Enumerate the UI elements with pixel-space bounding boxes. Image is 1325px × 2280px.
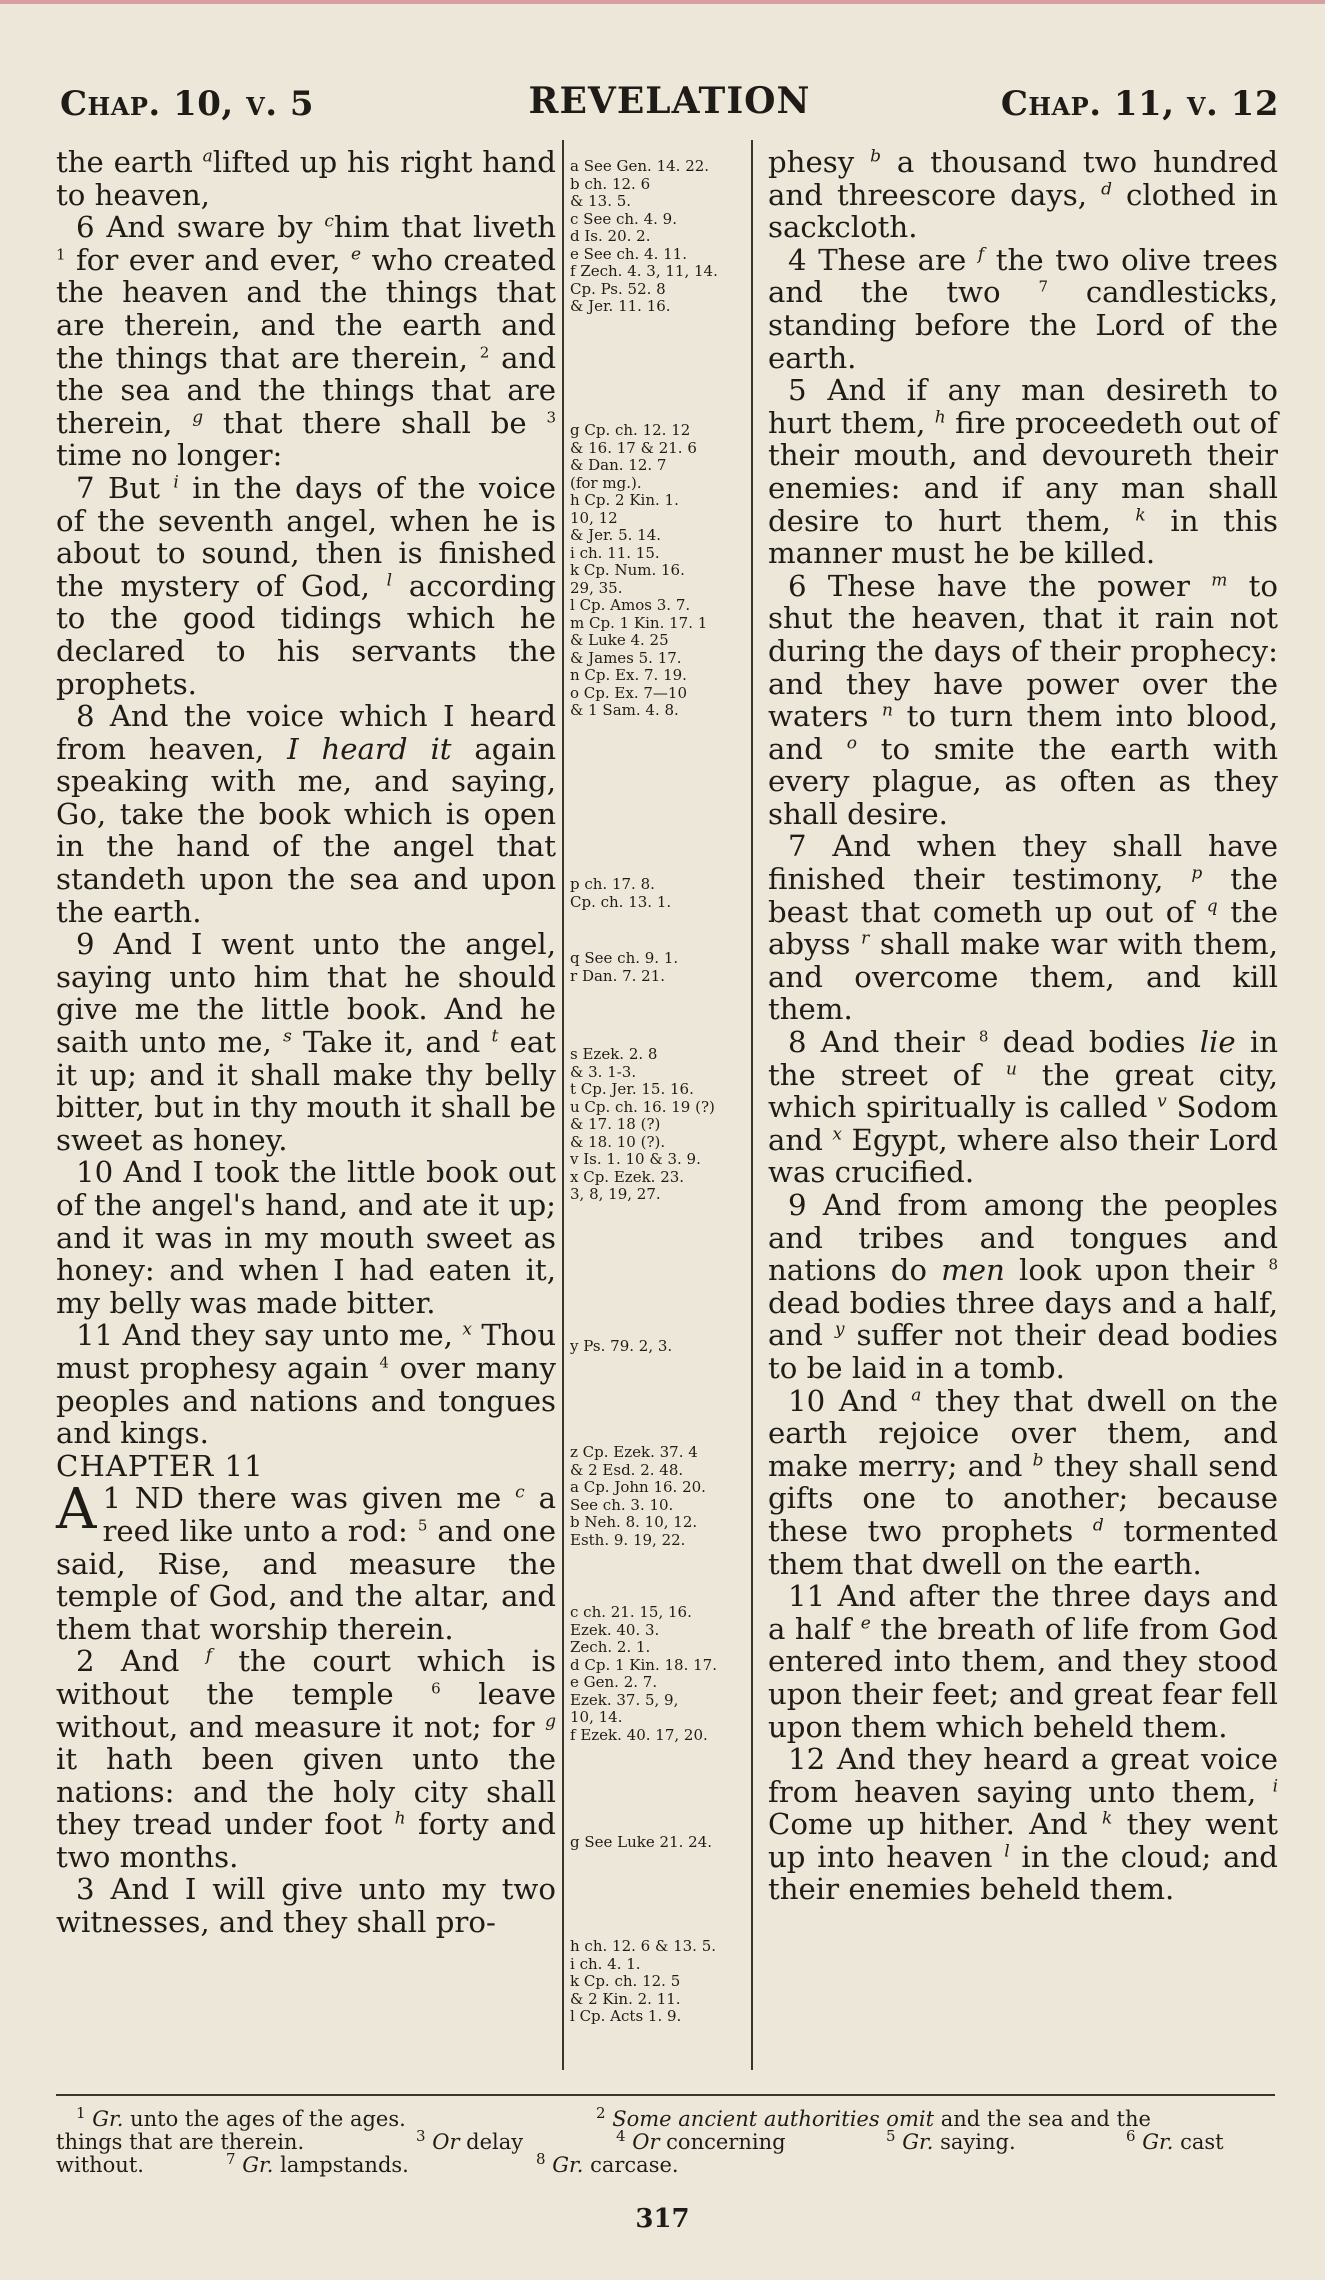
verse-11-5: 5 And if any man desireth to hurt them, $^h$ fire proceedeth out of their mouth, and devoureth their enemies: and if any man shall desire to hurt them, $^k$ in this manner must he be killed.: [768, 373, 1278, 571]
footnote-line-2: things that are therein. $^3$ Or delay $^4$ Or concerning $^5$ Gr. saying. $^6$ Gr. cast: [56, 2127, 1224, 2154]
running-header: [60, 80, 1279, 130]
chapter-heading: CHAPTER 11: [56, 1448, 264, 1483]
verse-11-1: 1 A ND there was given me $^c$ a reed like unto a rod: $^5$ and one said, Rise, and measure the temple of God, and the altar, and them that worship therein.: [56, 1477, 556, 1646]
ref-group-10: h ch. 12. 6 & 13. 5. i ch. 4. 1. k Cp. ch. 12. 5 & 2 Kin. 2. 11. l Cp. Acts 1. 9.: [570, 1937, 717, 2025]
ref-group-2: g Cp. ch. 12. 12 & 16. 17 & 21. 6 & Dan. 12. 7 (for mg.). h Cp. 2 Kin. 1. 10, 12 & Jer. 5. 14. i ch. 11. 15. k Cp. Num. 16. 29, 35. l Cp. Amos 3. 7. m Cp. 1 Kin. 17. 1 & Luke 4. 25 & James 5. 17. n Cp. Ex. 7. 19. o Cp. Ex. 7—10 & 1 Sam. 4. 8.: [570, 421, 708, 719]
header-chapter-start: Chap. 10, v. 5: [60, 84, 315, 124]
verse-10-9: 9 And I went unto the angel, saying unto him that he should give me the little book. And he saith unto me, $^s$ Take it, and $^t$ eat it up; and it shall make thy belly bitter, but in thy mouth it shall be sweet as honey.: [56, 927, 556, 1157]
verse-10-11: 11 And they say unto me, $^x$ Thou must prophesy again $^4$ over many peoples and nations and tongues and kings.: [56, 1318, 557, 1451]
verse-11-9: 9 And from among the peoples and tribes and tongues and nations do men look upon their $^8$ dead bodies three days and a half, and $^y$ suffer not their dead bodies to be laid in a tomb.: [768, 1188, 1278, 1385]
verse-11-6: 6 These have the power $^m$ to shut the heaven, that it rain not during the days of their prophecy: and they have power over the waters $^n$ to turn them into blood, and $^o$ to smite the earth with every plague, as often as they shall desire.: [768, 568, 1278, 831]
verse-11-12: 12 And they heard a great voice from heaven saying unto them, $^i$ Come up hither. And $^k$ they went up into heaven $^l$ in the cloud; and their enemies beheld them.: [768, 1742, 1278, 1907]
footnotes: [56, 2104, 1276, 2177]
ref-group-7: z Cp. Ezek. 37. 4 & 2 Esd. 2. 48. a Cp. John 16. 20. See ch. 3. 10. b Neh. 8. 10, 12. Esth. 9. 19, 22.: [570, 1443, 706, 1549]
ref-group-5: s Ezek. 2. 8 & 3. 1-3. t Cp. Jer. 15. 16. u Cp. ch. 16. 19 (?) & 17. 18 (?) & 18. 10 (?). v Is. 1. 10 & 3. 9. x Cp. Ezek. 23. 3, 8, 19, 27.: [570, 1045, 715, 1203]
ref-group-3: p ch. 17. 8. Cp. ch. 13. 1.: [570, 875, 672, 911]
text-column-right: [768, 146, 1278, 1906]
verse-10-8: 8 And the voice which I heard from heaven, I heard it again speaking with me, and saying, Go, take the book which is open in the hand of the angel that standeth upon the sea and upon the earth.: [56, 699, 557, 929]
verse-10-10: 10 And I took the little book out of the angel's hand, and ate it up; and it was in my mouth sweet as honey: and when I had eaten it, my belly was made bitter.: [56, 1155, 556, 1320]
verse-10-6: 6 And sware by $^c$him that liveth $^1$ for ever and ever, $^e$ who created the heaven and the things that are therein, and the earth and the things that are therein, $^2$ and the sea and the things that are therein, $^g$ that there shall be $^3$ time no longer:: [56, 210, 556, 473]
page-edge: [0, 0, 1325, 4]
verse-10-7: 7 But $^i$ in the days of the voice of the seventh angel, when he is about to sound, then is finished the mystery of God, $^l$ according to the good tidings which he declared to his servants the prophets.: [56, 470, 556, 701]
ref-group-6: y Ps. 79. 2, 3.: [570, 1337, 673, 1355]
header-book-title: REVELATION: [528, 80, 811, 122]
header-chapter-end: Chap. 11, v. 12: [1000, 84, 1279, 124]
verse-10-4-cont: the earth $^a$lifted up his right hand to heaven,: [56, 145, 556, 212]
column-divider-left: [562, 140, 564, 2070]
drop-cap: A: [56, 1477, 97, 1543]
verse-11-11: 11 And after the three days and a half $^e$ the breath of life from God entered into them, and they stood upon their feet; and great fear fell upon them which beheld them.: [768, 1579, 1278, 1744]
ref-group-1: a See Gen. 14. 22. b ch. 12. 6 & 13. 5. c See ch. 4. 9. d Is. 20. 2. e See ch. 4. 11. f Zech. 4. 3, 11, 14. Cp. Ps. 52. 8 & Jer. 11. 16.: [570, 157, 718, 315]
footnote-line-3: without. $^7$ Gr. lampstands. $^8$ Gr. carcase.: [56, 2150, 679, 2177]
page-number: 317: [635, 2204, 690, 2234]
verse-11-7: 7 And when they shall have finished their testimony, $^p$ the beast that cometh up out of $^q$ the abyss $^r$ shall make war with them, and overcome them, and kill them.: [768, 829, 1279, 1027]
text-column-left: [56, 146, 556, 1939]
verse-11-8: 8 And their $^8$ dead bodies lie in the street of $^u$ the great city, which spiritually is called $^v$ Sodom and $^x$ Egypt, where also their Lord was crucified.: [768, 1025, 1278, 1190]
verse-11-10: 10 And $^a$ they that dwell on the earth rejoice over them, and make merry; and $^b$ they shall send gifts one to another; because these two prophets $^d$ tormented them that dwell on the earth.: [768, 1383, 1279, 1581]
footnote-line-1: $^1$ Gr. unto the ages of the ages. $^2$ Some ancient authorities omit and the sea and the: [76, 2104, 1151, 2131]
verse-11-3: 3 And I will give unto my two witnesses, and they shall pro-: [56, 1872, 556, 1940]
ref-group-8: c ch. 21. 15, 16. Ezek. 40. 3. Zech. 2. 1. d Cp. 1 Kin. 18. 17. e Gen. 2. 7. Ezek. 37. 5, 9, 10, 14. f Ezek. 40. 17, 20.: [570, 1603, 717, 1744]
verse-11-4: 4 These are $^f$ the two olive trees and the two $^7$ candlesticks, standing before the Lord of the earth.: [768, 242, 1278, 375]
ref-group-9: g See Luke 21. 24.: [570, 1833, 713, 1851]
footnote-rule: [56, 2094, 1275, 2096]
verse-11-2: 2 And $^f$ the court which is without the temple $^6$ leave without, and measure it not; for $^g$ it hath been given unto the nations: and the holy city shall they tread under foot $^h$ forty and two months.: [56, 1644, 556, 1874]
verse-11-3-cont: phesy $^b$ a thousand two hundred and threescore days, $^d$ clothed in sackcloth.: [768, 145, 1278, 245]
cross-references: [570, 158, 758, 2058]
ref-group-4: q See ch. 9. 1. r Dan. 7. 21.: [570, 949, 679, 985]
